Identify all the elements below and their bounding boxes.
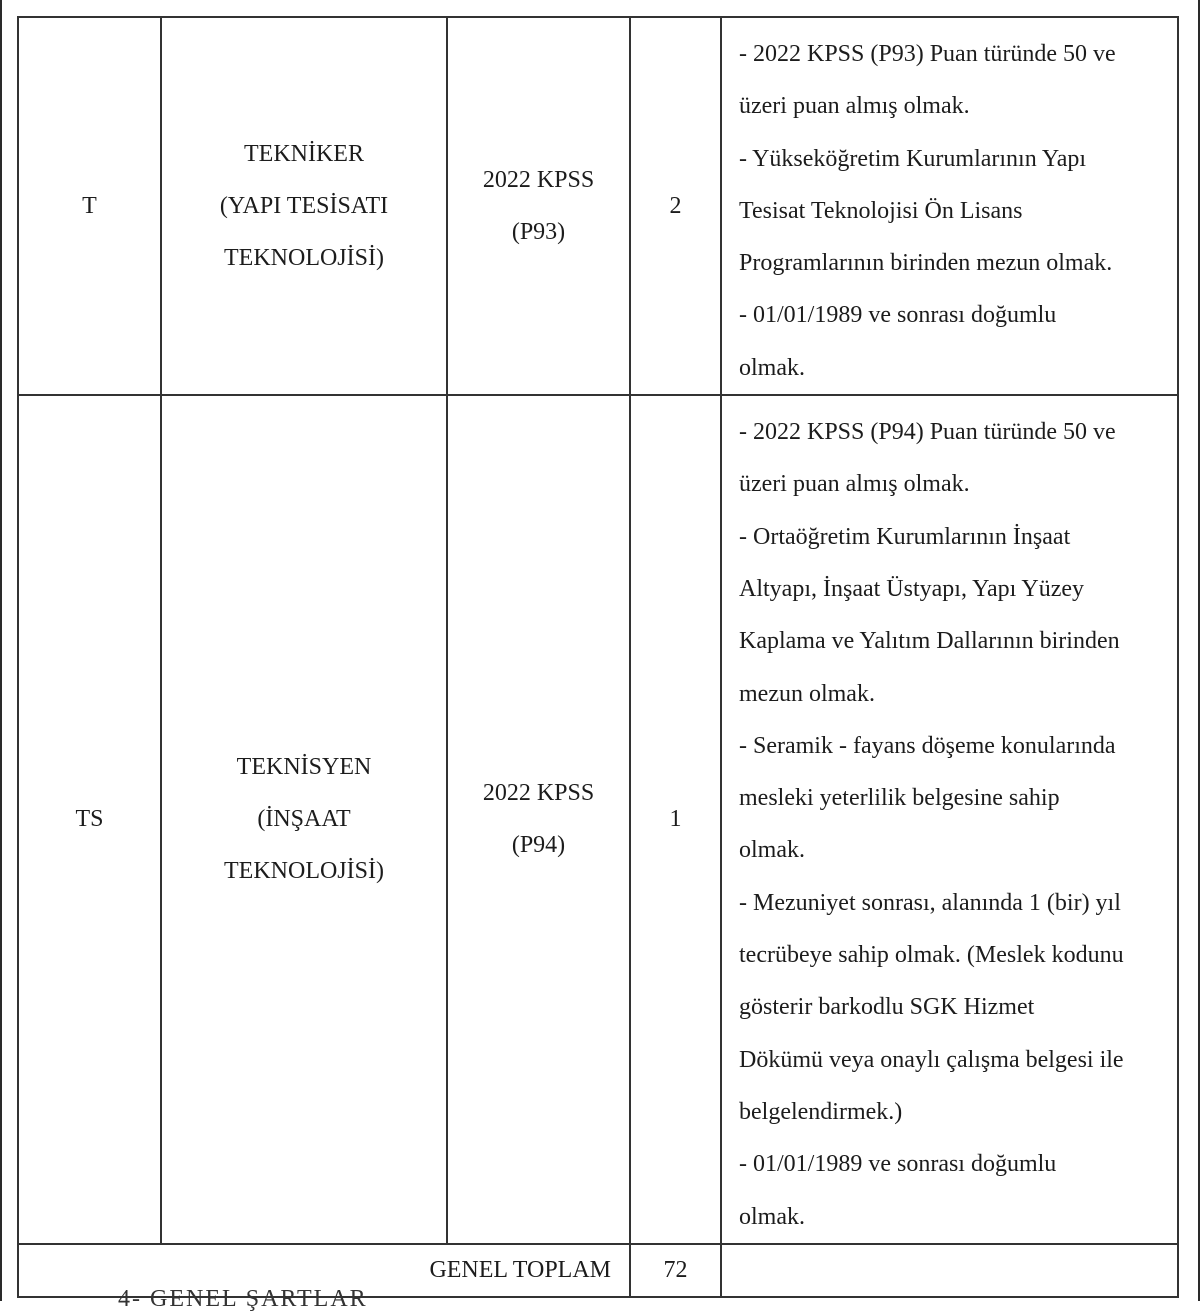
position-title-line: TEKNOLOJİSİ)	[224, 245, 384, 272]
requirements-cell	[721, 17, 1178, 395]
requirement-line: - Seramik - fayans döşeme konularında	[739, 732, 1116, 759]
position-title-line: TEKNİSYEN	[236, 754, 372, 781]
exam-type-line: (P93)	[511, 219, 566, 246]
requirement-line: olmak.	[739, 837, 805, 864]
requirement-line: üzeri puan almış olmak.	[739, 93, 970, 120]
requirement-line: Programlarının birinden mezun olmak.	[739, 250, 1113, 277]
position-code-cell	[18, 17, 161, 395]
requirement-line: olmak.	[739, 1203, 805, 1230]
position-title-cell	[161, 395, 447, 1244]
exam-type-cell	[447, 17, 630, 395]
requirement-line: - Yükseköğretim Kurumlarının Yapı	[739, 145, 1087, 172]
requirement-line: - 2022 KPSS (P93) Puan türünde 50 ve	[739, 41, 1116, 67]
requirement-line: Tesisat Teknolojisi Ön Lisans	[739, 197, 1023, 224]
total-value: 72	[663, 1257, 688, 1284]
requirement-line: gösterir barkodlu SGK Hizmet	[739, 994, 1035, 1021]
requirement-line: - 01/01/1989 ve sonrası doğumlu	[739, 1151, 1057, 1178]
total-label: GENEL TOPLAM	[429, 1257, 611, 1284]
total-empty-cell	[721, 1244, 1178, 1297]
exam-type-line: 2022 KPSS	[482, 780, 595, 807]
requirement-line: Kaplama ve Yalıtım Dallarının birinden	[739, 628, 1120, 655]
position-count-cell	[630, 17, 721, 395]
table-row	[18, 17, 1178, 395]
requirements-cell	[721, 395, 1178, 1244]
position-title-line: TEKNİKER	[244, 141, 364, 168]
requirement-line: üzeri puan almış olmak.	[739, 471, 970, 498]
requirement-line: Dökümü veya onaylı çalışma belgesi ile	[739, 1046, 1124, 1073]
position-code: T	[82, 193, 97, 220]
section-heading: 4- GENEL ŞARTLAR	[118, 1286, 368, 1312]
requirement-line: olmak.	[739, 354, 805, 381]
table-row	[18, 395, 1178, 1244]
requirement-line: tecrübeye sahip olmak. (Meslek kodunu	[739, 942, 1124, 969]
position-title-line: (İNŞAAT	[257, 806, 351, 833]
position-code: TS	[75, 806, 104, 833]
requirement-line: belgelendirmek.)	[739, 1098, 903, 1125]
requirement-line: - 01/01/1989 ve sonrası doğumlu	[739, 302, 1057, 329]
position-count: 1	[669, 806, 682, 833]
requirement-line: mesleki yeterlilik belgesine sahip	[739, 785, 1060, 812]
requirement-line: Altyapı, İnşaat Üstyapı, Yapı Yüzey	[739, 575, 1085, 602]
exam-type-cell	[447, 395, 630, 1244]
position-title-cell	[161, 17, 447, 395]
requirement-line: - 2022 KPSS (P94) Puan türünde 50 ve	[739, 419, 1116, 446]
requirement-line: - Ortaöğretim Kurumlarının İnşaat	[739, 523, 1071, 550]
position-code-cell	[18, 395, 161, 1244]
position-count: 2	[669, 193, 682, 220]
exam-type-line: (P94)	[511, 832, 566, 859]
exam-type-line: 2022 KPSS	[482, 167, 595, 194]
positions-table	[17, 16, 1179, 1298]
total-value-cell	[630, 1244, 721, 1297]
requirement-line: mezun olmak.	[739, 680, 875, 707]
requirement-line: - Mezuniyet sonrası, alanında 1 (bir) yıl	[739, 889, 1121, 916]
position-count-cell	[630, 395, 721, 1244]
position-title-line: TEKNOLOJİSİ)	[224, 858, 384, 885]
position-title-line: (YAPI TESİSATI	[219, 193, 389, 220]
